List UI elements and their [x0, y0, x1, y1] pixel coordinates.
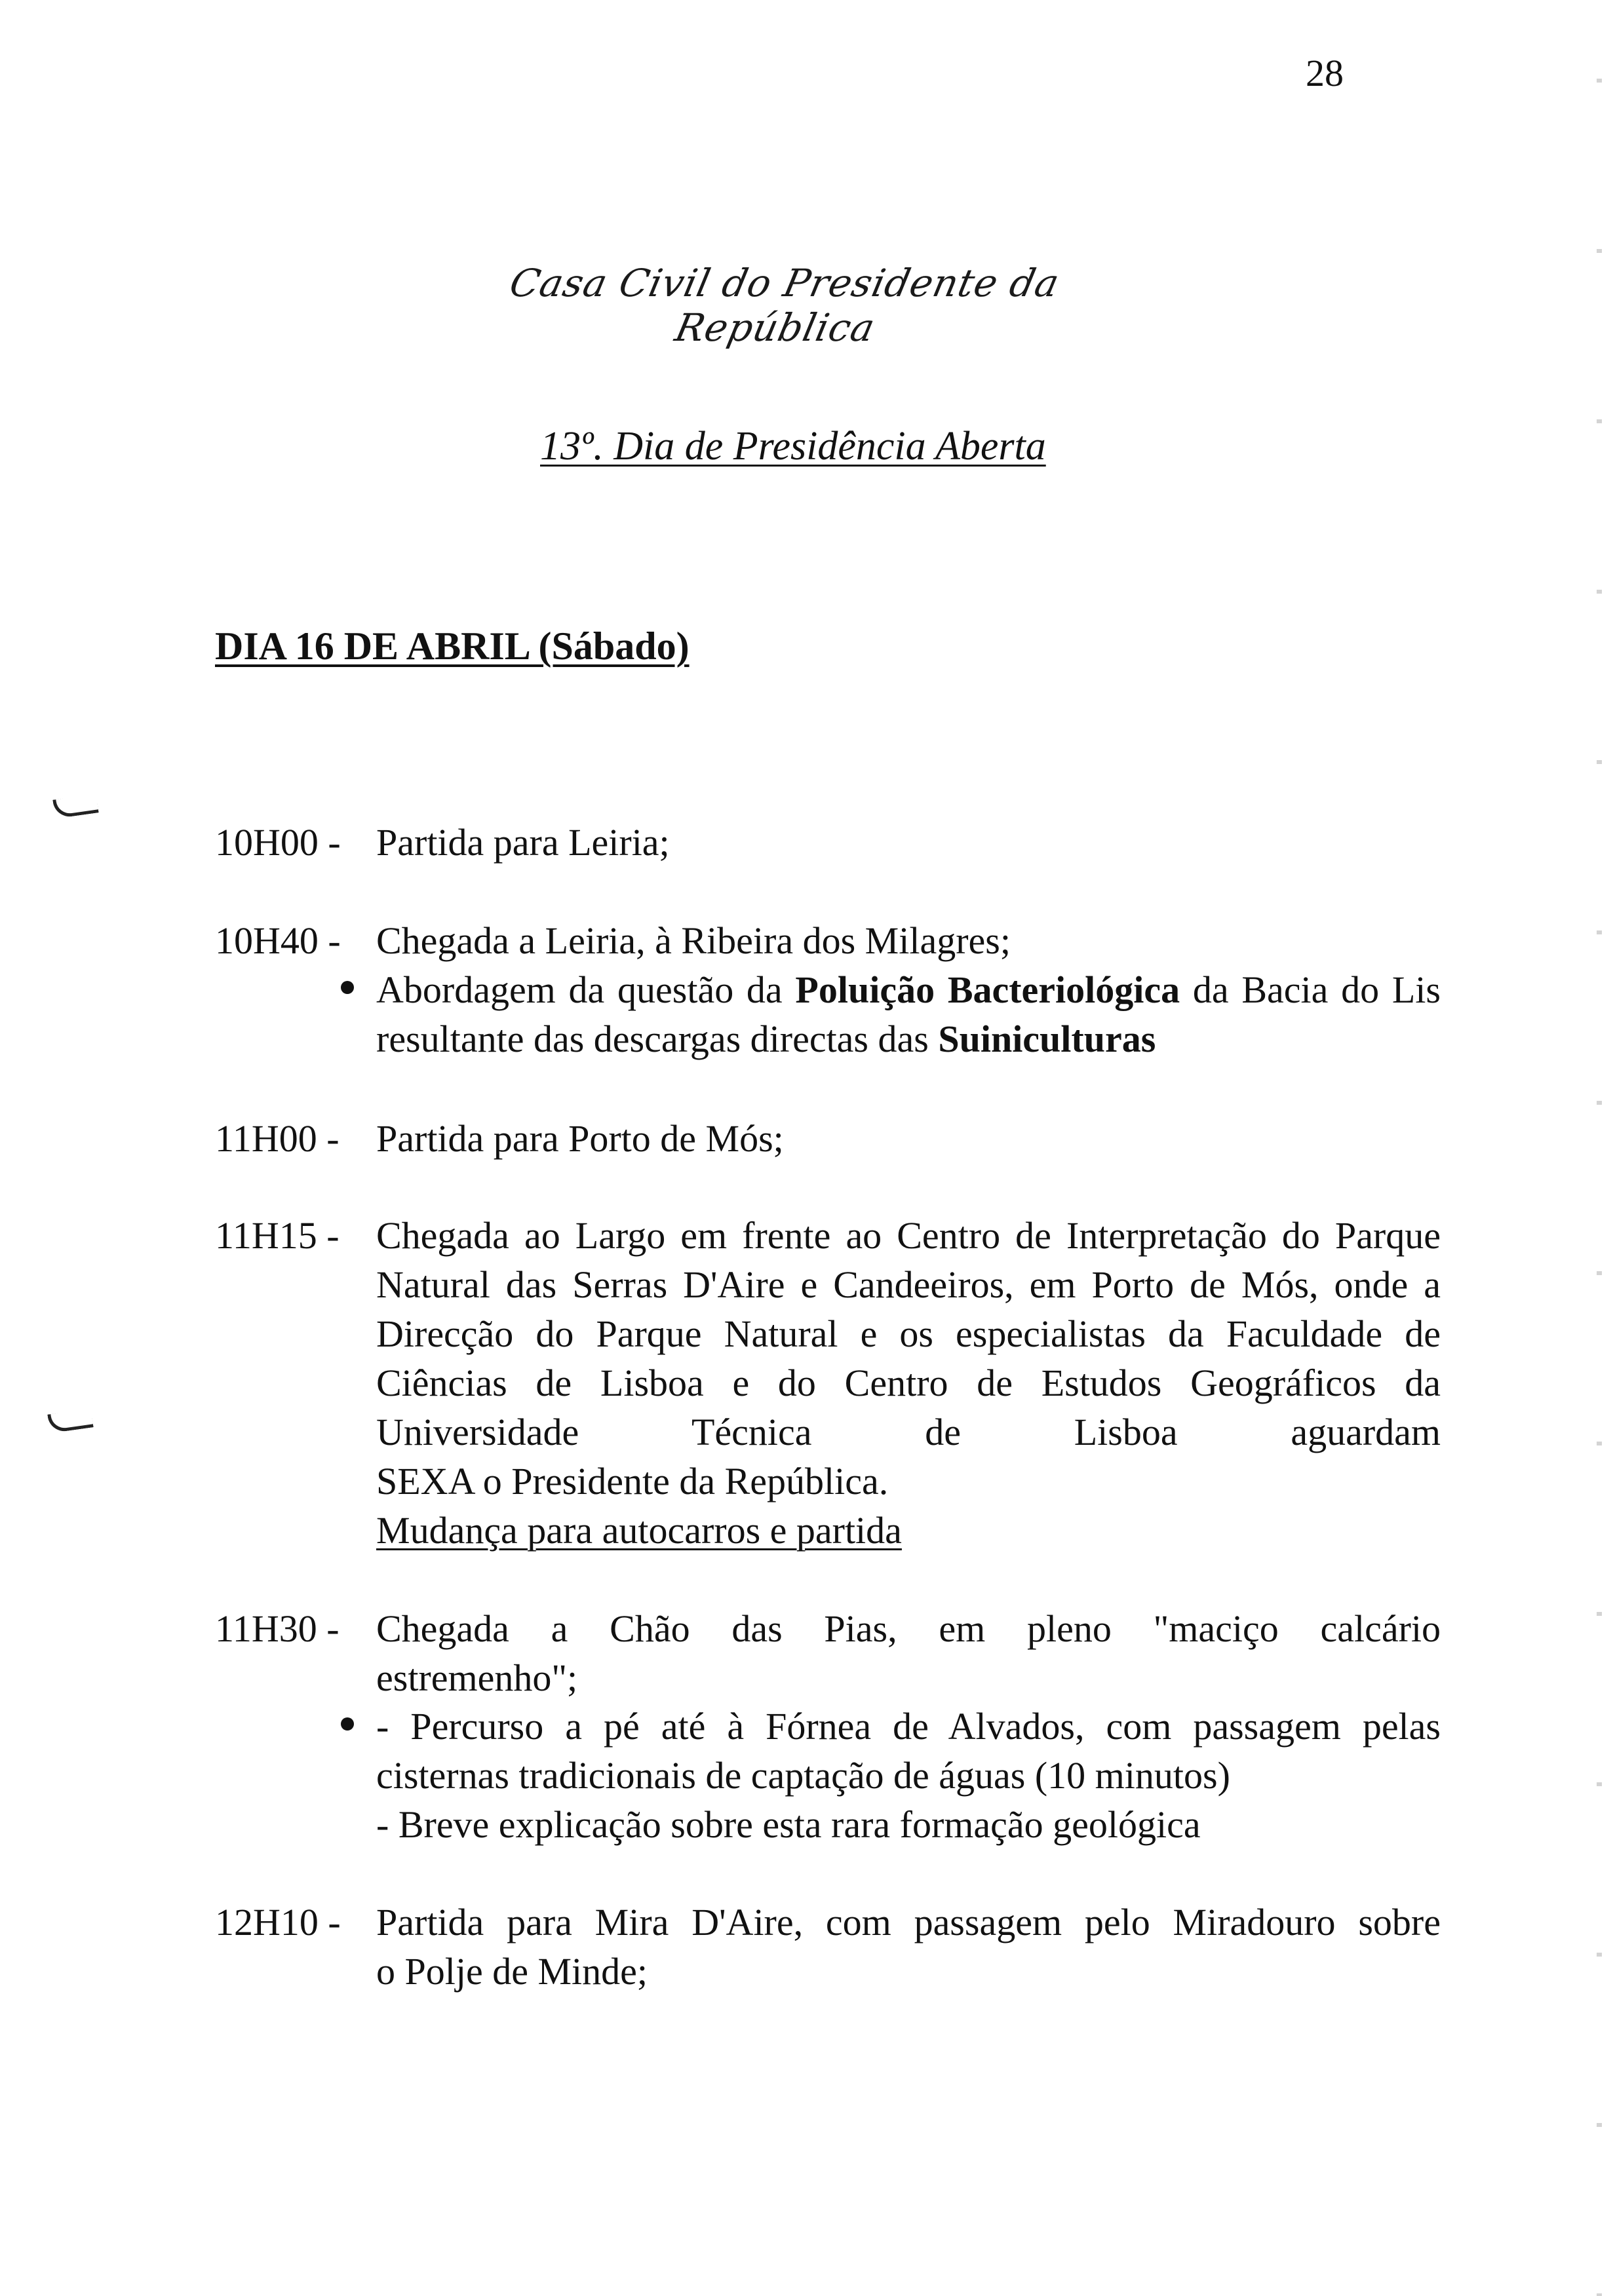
margin-checkmark — [52, 794, 98, 818]
page-number: 28 — [1306, 52, 1344, 94]
bullet-item — [215, 1702, 1441, 1751]
bullet-text: da Bacia do Lis resultante das descargas directas das — [376, 968, 1441, 1060]
entry-time: 11H30 - — [215, 1607, 340, 1650]
entry-text: Partida para Porto de Mós; — [376, 1117, 784, 1160]
document-subtitle: 13º. Dia de Presidência Aberta — [540, 424, 1046, 469]
margin-checkmark — [47, 1408, 93, 1433]
entry-text: Partida para Mira D'Aire, com passagem pelo Miradouro sobre — [376, 1901, 1441, 1943]
entry-text: Chegada a Leiria, à Ribeira dos Milagres; — [376, 919, 1011, 962]
bullet-text: cisternas tradicionais de captação de águas (10 minutos) — [376, 1754, 1230, 1797]
bullet-item — [215, 1751, 1441, 1800]
entry-text: SEXA o Presidente da República. — [376, 1460, 889, 1502]
schedule-entry-continued — [215, 1653, 1441, 1702]
entry-text: o Polje de Minde; — [376, 1950, 648, 1993]
schedule-entry — [215, 1898, 1441, 1947]
underlined-note: Mudança para autocarros e partida — [376, 1509, 902, 1552]
schedule-entry — [215, 916, 1441, 965]
entry-time: 10H00 - — [215, 821, 341, 864]
bullet-item — [215, 1800, 1441, 1849]
schedule-entry-continued — [215, 1947, 1441, 1996]
schedule-entry-continued — [215, 1457, 1441, 1506]
entry-text: estremenho"; — [376, 1656, 578, 1699]
bullet-text: - Breve explicação sobre esta rara formação geológica — [376, 1803, 1201, 1846]
scan-edge-marks — [1597, 0, 1602, 2296]
entry-text: Chegada a Chão das Pias, em pleno "maciço calcário — [376, 1607, 1441, 1650]
letterhead: Casa Civil do Presidente da República — [505, 261, 1064, 350]
bullet-text: - Percurso a pé até à Fórnea de Alvados, com passagem pelas — [376, 1705, 1441, 1748]
entry-text: Partida para Leiria; — [376, 821, 670, 864]
bold-term: Poluição Bacteriológica — [795, 968, 1180, 1011]
bold-term: Suiniculturas — [938, 1018, 1156, 1060]
entry-time: 11H15 - — [215, 1214, 340, 1257]
entry-time: 12H10 - — [215, 1901, 341, 1943]
date-heading: DIA 16 DE ABRIL (Sábado) — [215, 624, 690, 668]
schedule-entry-continued — [215, 1506, 1441, 1555]
entry-time: 11H00 - — [215, 1117, 340, 1160]
schedule-entry — [215, 1604, 1441, 1653]
schedule-entry — [215, 818, 1441, 867]
entry-text: Chegada ao Largo em frente ao Centro de Interpretação do Parque Natural das Serras D'Aire e Candeeiros, em Porto de Mós, onde a Direcção do Parque Natural e os especialistas da Faculdade de Ciências de Lisboa e do Centro de Estudos Geográficos da Universidade Técnica de Lisboa aguardam — [376, 1214, 1441, 1453]
entry-time: 10H40 - — [215, 919, 341, 962]
bullet-item — [215, 965, 1441, 1063]
schedule-entry — [215, 1211, 1441, 1457]
schedule-entry — [215, 1114, 1441, 1163]
bullet-text: Abordagem da questão da — [376, 968, 796, 1011]
